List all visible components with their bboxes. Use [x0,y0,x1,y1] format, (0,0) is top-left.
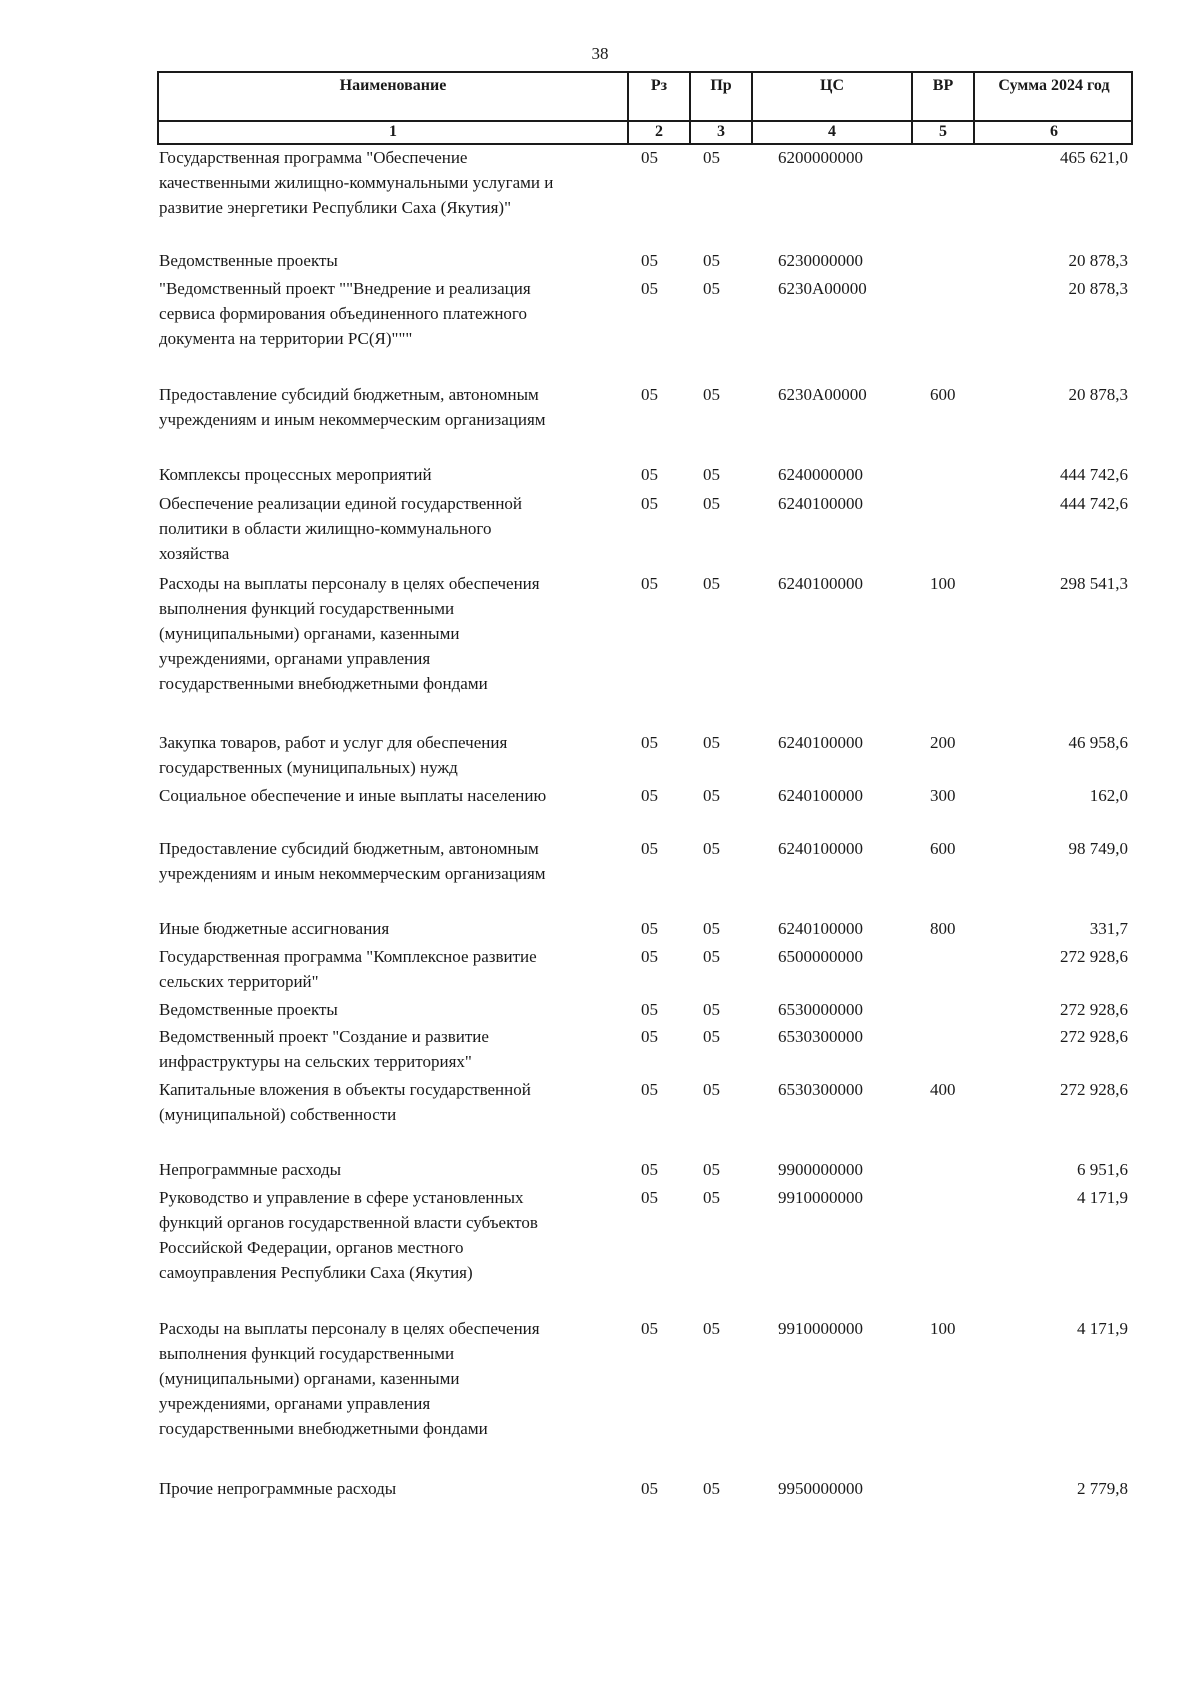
row-name: Закупка товаров, работ и услуг для обеспечения государственных (муниципальных) нужд [159,733,508,777]
row-rz: 05 [641,1479,658,1498]
column-number-4: 4 [828,123,836,140]
row-name: "Ведомственный проект ""Внедрение и реализация сервиса формирования объединенного платежного документа на территории РС(Я)""" [159,279,531,348]
row-sum: 162,0 [1089,786,1128,805]
row-name: Руководство и управление в сфере установленных функций органов государственной власти субъектов Российской Федерации, органов местного самоуправления Республики Саха (Якутия) [159,1188,538,1282]
row-pr: 05 [703,1027,720,1046]
row-cs: 6230А00000 [778,385,867,404]
row-rz: 05 [641,148,658,167]
row-vr: 600 [930,385,956,404]
row-name: Предоставление субсидий бюджетным, автономным учреждениям и иным некоммерческим организациям [159,385,546,429]
column-number-3: 3 [717,123,725,140]
row-pr: 05 [703,148,720,167]
header-pr: Пр [710,77,732,94]
row-sum: 6 951,6 [1077,1160,1128,1179]
row-name: Ведомственные проекты [159,1000,338,1019]
row-vr: 300 [930,786,956,805]
row-cs: 9910000000 [778,1188,863,1207]
header-name: Наименование [339,77,447,94]
row-pr: 05 [703,1160,720,1179]
row-cs: 6530300000 [778,1027,863,1046]
row-pr: 05 [703,1188,720,1207]
row-name: Капитальные вложения в объекты государственной (муниципальной) собственности [159,1080,531,1124]
row-rz: 05 [641,574,658,593]
header-cs: ЦС [820,77,844,94]
row-pr: 05 [703,574,720,593]
row-pr: 05 [703,494,720,513]
row-name: Прочие непрограммные расходы [159,1479,397,1498]
row-rz: 05 [641,465,658,484]
row-sum: 20 878,3 [1068,385,1128,404]
row-cs: 6240100000 [778,574,863,593]
row-rz: 05 [641,947,658,966]
row-name: Государственная программа "Комплексное развитие сельских территорий" [159,947,537,991]
row-sum: 272 928,6 [1060,1027,1128,1046]
row-rz: 05 [641,733,658,752]
row-name: Расходы на выплаты персоналу в целях обеспечения выполнения функций государственными (муниципальными) органами, казенными учреждениями, органами управления государственными внебюджетными фондами [159,1319,540,1438]
row-cs: 6230А00000 [778,279,867,298]
row-name: Иные бюджетные ассигнования [159,919,390,938]
row-sum: 20 878,3 [1068,251,1128,270]
row-name: Расходы на выплаты персоналу в целях обеспечения выполнения функций государственными (муниципальными) органами, казенными учреждениями, органами управления государственными внебюджетными фондами [159,574,540,693]
row-vr: 600 [930,839,956,858]
column-number-2: 2 [655,123,663,140]
row-sum: 465 621,0 [1060,148,1128,167]
row-sum: 20 878,3 [1068,279,1128,298]
row-sum: 272 928,6 [1060,1080,1128,1099]
row-rz: 05 [641,1319,658,1338]
row-pr: 05 [703,919,720,938]
row-sum: 331,7 [1089,919,1128,938]
row-cs: 6240100000 [778,839,863,858]
row-cs: 6240100000 [778,786,863,805]
row-pr: 05 [703,1080,720,1099]
row-sum: 2 779,8 [1077,1479,1128,1498]
row-cs: 9900000000 [778,1160,863,1179]
row-sum: 298 541,3 [1060,574,1128,593]
row-name: Предоставление субсидий бюджетным, автономным учреждениям и иным некоммерческим организациям [159,839,546,883]
row-pr: 05 [703,1319,720,1338]
table-header [157,71,1133,145]
row-rz: 05 [641,1188,658,1207]
row-pr: 05 [703,1000,720,1019]
row-sum: 444 742,6 [1060,465,1128,484]
column-number-1: 1 [389,123,397,140]
row-pr: 05 [703,839,720,858]
row-sum: 4 171,9 [1077,1188,1128,1207]
row-pr: 05 [703,279,720,298]
row-cs: 9950000000 [778,1479,863,1498]
row-pr: 05 [703,947,720,966]
row-vr: 100 [930,1319,956,1338]
row-rz: 05 [641,251,658,270]
row-rz: 05 [641,494,658,513]
row-sum: 272 928,6 [1060,1000,1128,1019]
header-rz: Рз [650,77,668,94]
row-name: Непрограммные расходы [159,1160,342,1179]
header-sum: Сумма 2024 год [998,77,1110,94]
row-rz: 05 [641,1000,658,1019]
row-cs: 6240000000 [778,465,863,484]
row-rz: 05 [641,1080,658,1099]
row-sum: 444 742,6 [1060,494,1128,513]
column-number-5: 5 [939,123,947,140]
row-cs: 6240100000 [778,919,863,938]
row-name: Ведомственный проект "Создание и развитие инфраструктуры на сельских территориях" [159,1027,489,1071]
row-cs: 6530300000 [778,1080,863,1099]
row-vr: 800 [930,919,956,938]
row-rz: 05 [641,1027,658,1046]
row-rz: 05 [641,385,658,404]
row-sum: 272 928,6 [1060,947,1128,966]
row-pr: 05 [703,733,720,752]
row-name: Комплексы процессных мероприятий [159,465,432,484]
row-rz: 05 [641,839,658,858]
row-sum: 4 171,9 [1077,1319,1128,1338]
row-rz: 05 [641,786,658,805]
row-cs: 6530000000 [778,1000,863,1019]
row-name: Государственная программа "Обеспечение качественными жилищно-коммунальными услугами и развитие энергетики Республики Саха (Якутия)" [159,148,554,217]
header-vr: ВР [932,77,954,94]
row-cs: 6240100000 [778,733,863,752]
row-cs: 9910000000 [778,1319,863,1338]
row-rz: 05 [641,279,658,298]
row-name: Социальное обеспечение и иные выплаты населению [159,786,547,805]
row-pr: 05 [703,1479,720,1498]
row-vr: 400 [930,1080,956,1099]
row-name: Обеспечение реализации единой государственной политики в области жилищно-коммунального хозяйства [159,494,523,563]
row-cs: 6500000000 [778,947,863,966]
row-rz: 05 [641,919,658,938]
page-number: 38 [591,44,609,63]
row-cs: 6240100000 [778,494,863,513]
row-cs: 6230000000 [778,251,863,270]
row-sum: 98 749,0 [1068,839,1128,858]
row-vr: 100 [930,574,956,593]
row-name: Ведомственные проекты [159,251,338,270]
row-pr: 05 [703,465,720,484]
row-vr: 200 [930,733,956,752]
column-number-6: 6 [1050,123,1058,140]
row-rz: 05 [641,1160,658,1179]
row-pr: 05 [703,251,720,270]
row-pr: 05 [703,786,720,805]
row-cs: 6200000000 [778,148,863,167]
row-sum: 46 958,6 [1068,733,1128,752]
row-pr: 05 [703,385,720,404]
